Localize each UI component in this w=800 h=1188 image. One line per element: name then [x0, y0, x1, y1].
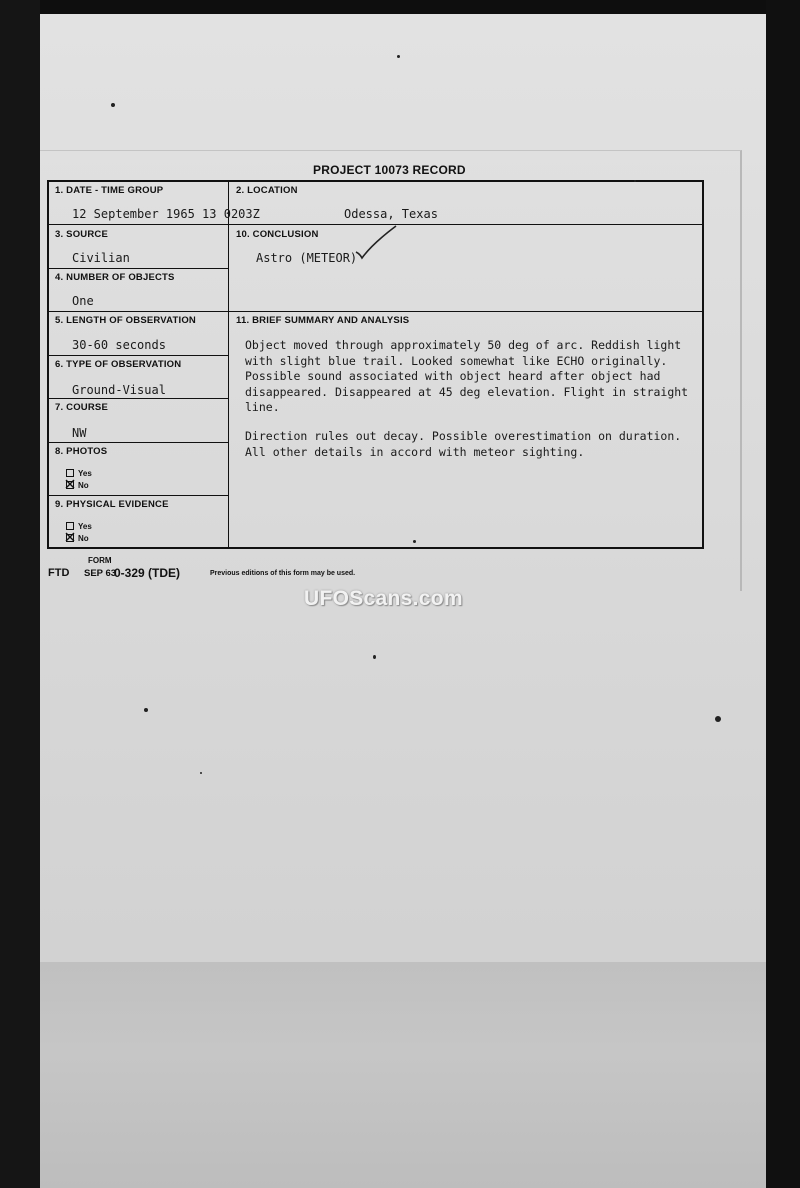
- scan-frame-top: [0, 0, 800, 14]
- form-row-line: [49, 398, 228, 399]
- check-x-icon: [65, 479, 75, 489]
- photos-no-checkbox: [66, 481, 74, 489]
- footer-date: SEP 63: [84, 568, 117, 579]
- form-row-line: [49, 495, 228, 496]
- form-row-line: [49, 355, 228, 356]
- number-of-objects-label: 4. NUMBER OF OBJECTS: [55, 272, 175, 283]
- evidence-no-text: No: [78, 534, 89, 543]
- photos-no-option: [66, 481, 89, 490]
- form-row-line: [49, 442, 228, 443]
- evidence-yes-option: [66, 522, 92, 531]
- conclusion-label: 10. CONCLUSION: [236, 229, 319, 240]
- evidence-yes-checkbox: [66, 522, 74, 530]
- scan-frame-left: [0, 0, 40, 1188]
- type-of-observation-value: Ground-Visual: [72, 383, 166, 397]
- handwritten-check-icon: [354, 224, 400, 264]
- summary-paragraph-1: Object moved through approximately 50 deg of arc. Reddish light with slight blue trail. Looked somewhat like ECHO originally. Possible sound associated with object heard after object had disappeared. Disappeared at 45 deg elevation. Flight in straight line.: [245, 338, 689, 415]
- record-title: PROJECT 10073 RECORD: [313, 163, 466, 177]
- conclusion-value: Astro (METEOR): [256, 251, 358, 265]
- paper-lower-band: [38, 962, 766, 1188]
- location-value: Odessa, Texas: [344, 207, 438, 221]
- source-label: 3. SOURCE: [55, 229, 109, 240]
- watermark: UFOScans.com: [304, 587, 463, 610]
- photos-no-text: No: [78, 481, 89, 490]
- location-label: 2. LOCATION: [236, 185, 298, 196]
- scan-frame-right: [766, 0, 800, 1188]
- evidence-no-checkbox: [66, 534, 74, 542]
- scan-speck: [397, 55, 400, 58]
- form-row-line: [49, 268, 228, 269]
- course-label: 7. COURSE: [55, 402, 109, 413]
- photos-label: 8. PHOTOS: [55, 446, 108, 457]
- type-of-observation-label: 6. TYPE OF OBSERVATION: [55, 359, 182, 370]
- footer-form-label: FORM: [88, 556, 112, 565]
- summary-label: 11. BRIEF SUMMARY AND ANALYSIS: [236, 315, 410, 326]
- physical-evidence-label: 9. PHYSICAL EVIDENCE: [55, 499, 169, 510]
- scan-speck: [715, 716, 721, 722]
- date-time-label: 1. DATE - TIME GROUP: [55, 185, 164, 196]
- scan-speck: [373, 655, 376, 659]
- photos-yes-option: [66, 469, 92, 478]
- length-of-observation-value: 30-60 seconds: [72, 338, 166, 352]
- length-of-observation-label: 5. LENGTH OF OBSERVATION: [55, 315, 196, 326]
- summary-text: [245, 338, 705, 473]
- date-time-value: 12 September 1965 13 0203Z: [72, 207, 260, 221]
- scan-speck: [200, 772, 202, 774]
- course-value: NW: [72, 426, 87, 440]
- summary-paragraph-2: Direction rules out decay. Possible overestimation on duration. All other details in accord with meteor sighting.: [245, 428, 682, 459]
- scan-speck: [111, 103, 115, 107]
- photos-yes-checkbox: [66, 469, 74, 477]
- scan-speck: [634, 180, 636, 182]
- form-column-divider: [228, 182, 229, 547]
- scan-speck: [413, 540, 416, 543]
- number-of-objects-value: One: [72, 294, 94, 308]
- footer-ftd: FTD: [48, 567, 70, 579]
- form-row-line: [49, 311, 704, 312]
- source-value: Civilian: [72, 251, 130, 265]
- check-x-icon: [65, 532, 75, 542]
- photos-yes-text: Yes: [78, 469, 92, 478]
- footer-note: Previous editions of this form may be used.: [210, 570, 356, 577]
- scan-speck: [144, 708, 148, 712]
- evidence-yes-text: Yes: [78, 522, 92, 531]
- footer-form-number: 0-329 (TDE): [114, 566, 181, 580]
- evidence-no-option: [66, 534, 89, 543]
